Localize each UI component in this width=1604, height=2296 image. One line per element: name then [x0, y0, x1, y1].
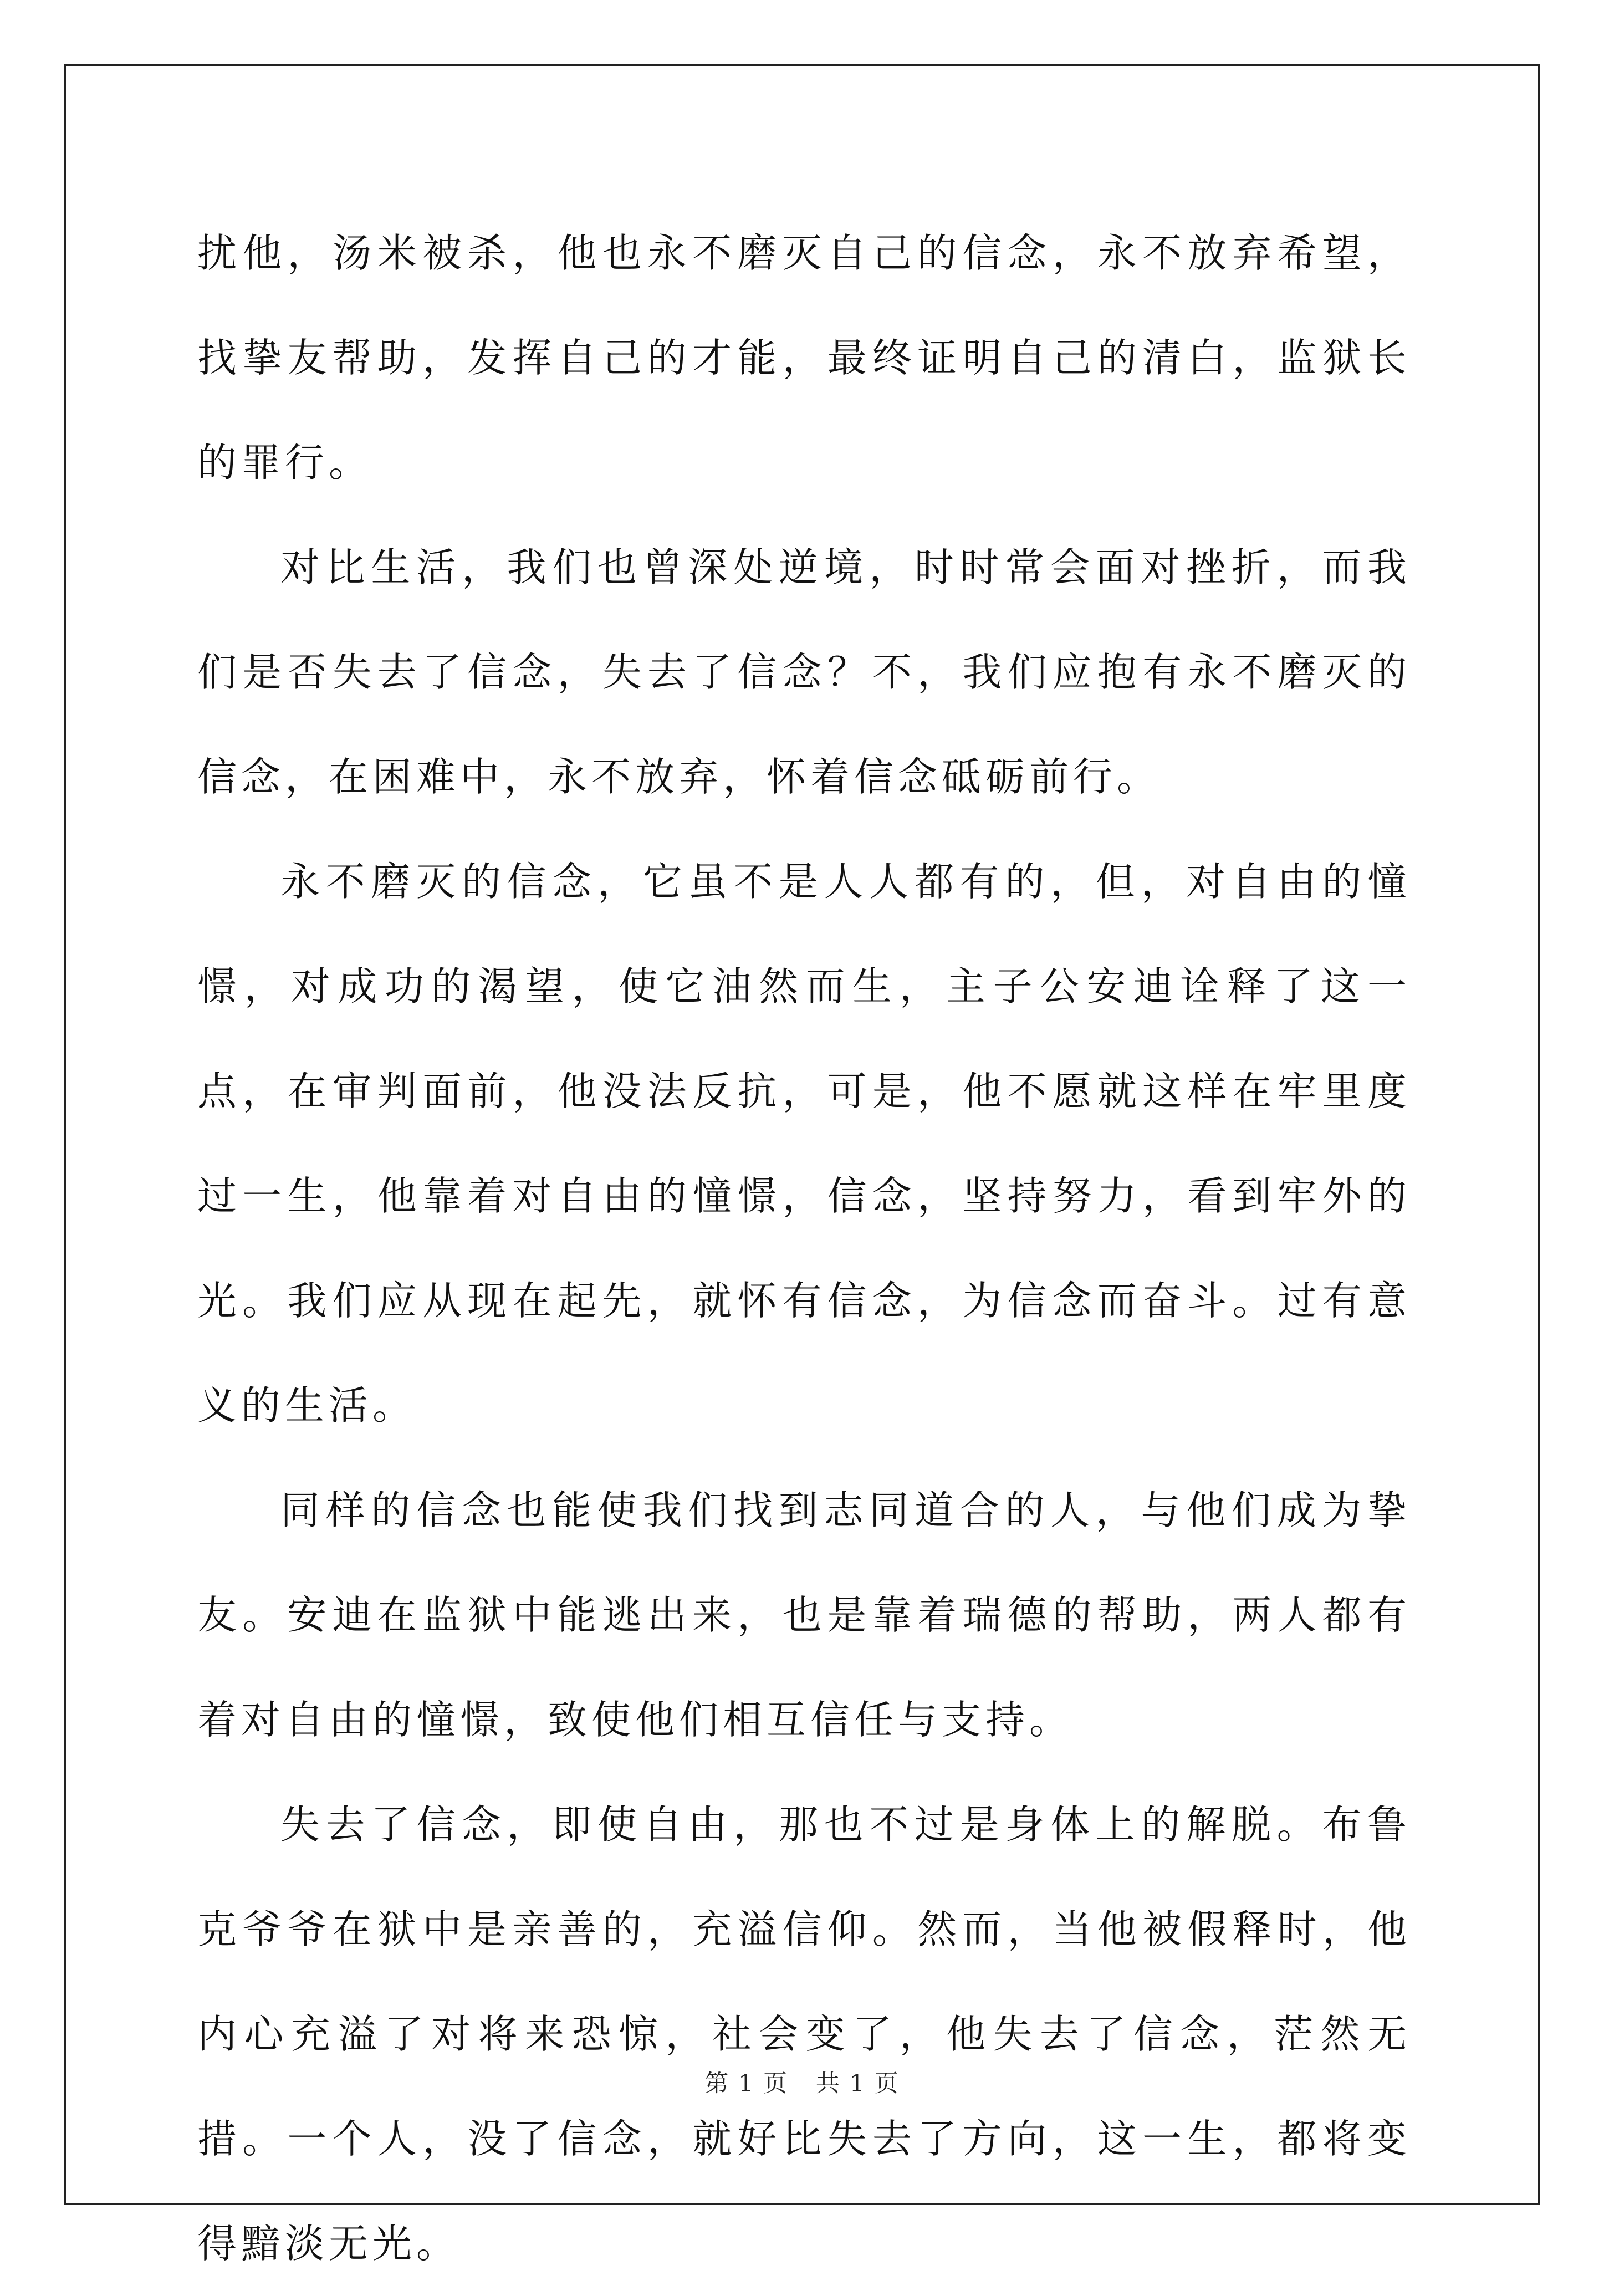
paragraph-3: 永不磨灭的信念，它虽不是人人都有的，但，对自由的憧憬，对成功的渴望，使它油然而生，主子公安迪诠释了这一点，在审判面前，他没法反抗，可是，他不愿就这样在牢里度过一生，他靠着对自由的憧憬，信念，坚持努力，看到牢外的光。我们应从现在起先，就怀有信念，为信念而奋斗。过有意义的生活。 [197, 859, 1411, 1428]
paragraph-1: 扰他，汤米被杀，他也永不磨灭自己的信念，永不放弃希望，找挚友帮助，发挥自己的才能，最终证明自己的清白，监狱长的罪行。 [197, 230, 1411, 486]
document-body [197, 201, 1411, 2296]
page-total: 共 1 页 [816, 2070, 900, 2098]
page-footer [0, 2065, 1604, 2099]
paragraph-5: 失去了信念，即使自由，那也不过是身体上的解脱。布鲁克爷爷在狱中是亲善的，充溢信仰。然而，当他被假释时，他内心充溢了对将来恐惊，社会变了，他失去了信念，茫然无措。一个人，没了信念，就好比失去了方向，这一生，都将变得黯淡无光。 [197, 1802, 1411, 2267]
paragraph-2: 对比生活，我们也曾深处逆境，时时常会面对挫折，而我们是否失去了信念，失去了信念？不，我们应抱有永不磨灭的信念，在困难中，永不放弃，怀着信念砥砺前行。 [197, 544, 1411, 800]
paragraph-4: 同样的信念也能使我们找到志同道合的人，与他们成为挚友。安迪在监狱中能逃出来，也是靠着瑞德的帮助，两人都有着对自由的憧憬，致使他们相互信任与支持。 [197, 1487, 1411, 1743]
page-number: 第 1 页 [704, 2070, 788, 2098]
